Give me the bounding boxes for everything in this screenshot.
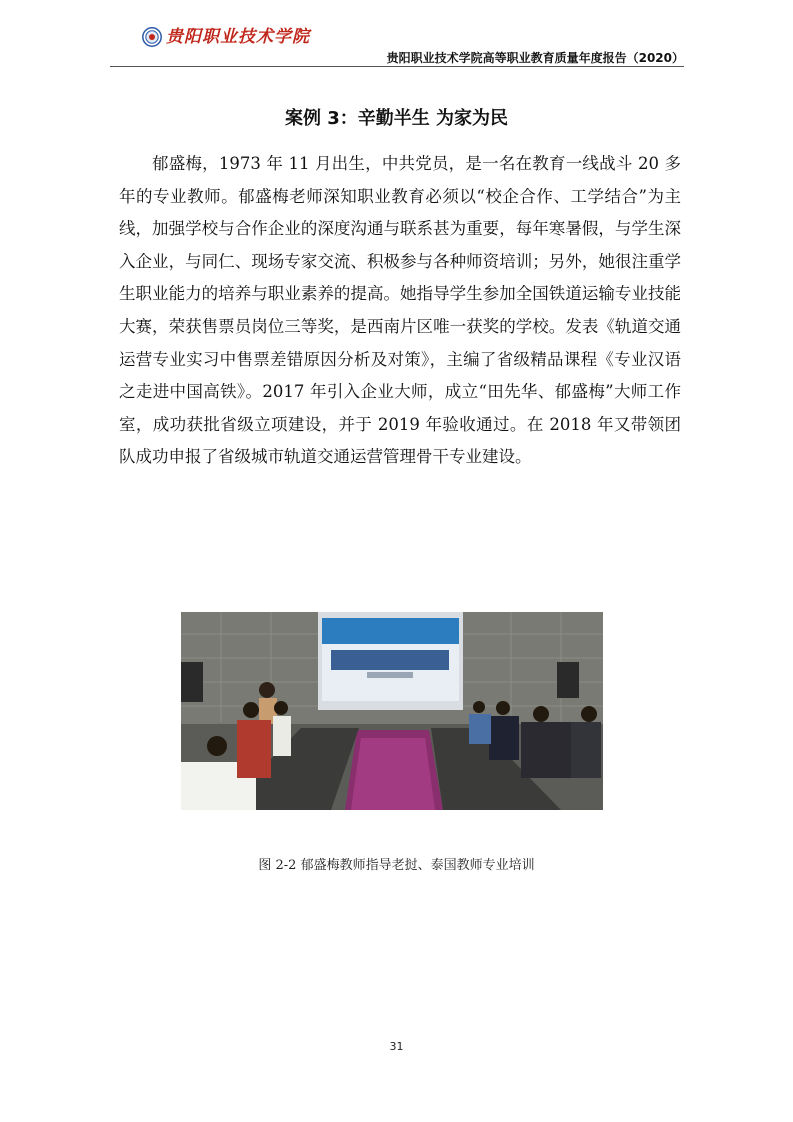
- college-logo-text: 贵阳职业技术学院: [166, 27, 310, 47]
- report-title: 贵阳职业技术学院高等职业教育质量年度报告（2020）: [386, 51, 684, 65]
- case-paragraph: 郁盛梅，1973 年 11 月出生，中共党员，是一名在教育一线战斗 20 多年的专业教师。郁盛梅老师深知职业教育必须以“校企合作、工学结合”为主线，加强学校与合作企业的深度沟通与联系甚为重要，每年寒暑假，与学生深入企业，与同仁、现场专家交流、积极参与各种师资培训；另外，她很注重学生职业能力的培养与职业素养的提高。她指导学生参加全国铁道运输专业技能大赛，荣获售票员岗位三等奖，是西南片区唯一获奖的学校。发表《轨道交通运营专业实习中售票差错原因分析及对策》，主编了省级精品课程《专业汉语之走进中国高铁》。2017 年引入企业大师，成立“田先华、郁盛梅”大师工作室，成功获批省级立项建设，并于 2019 年验收通过。在 2018 年又带领团队成功申报了省级城市轨道交通运营管理骨干专业建设。: [119, 154, 681, 467]
- figure-caption: 图 2-2 郁盛梅教师指导老挝、泰国教师专业培训: [258, 858, 535, 873]
- page-header: [0, 0, 793, 70]
- header-divider: [110, 66, 684, 67]
- case-title: 案例 3：辛勤半生 为家为民: [284, 108, 509, 129]
- page-number: 31: [389, 1040, 404, 1053]
- college-seal-icon: [142, 27, 162, 47]
- training-meeting-photo: [181, 612, 603, 810]
